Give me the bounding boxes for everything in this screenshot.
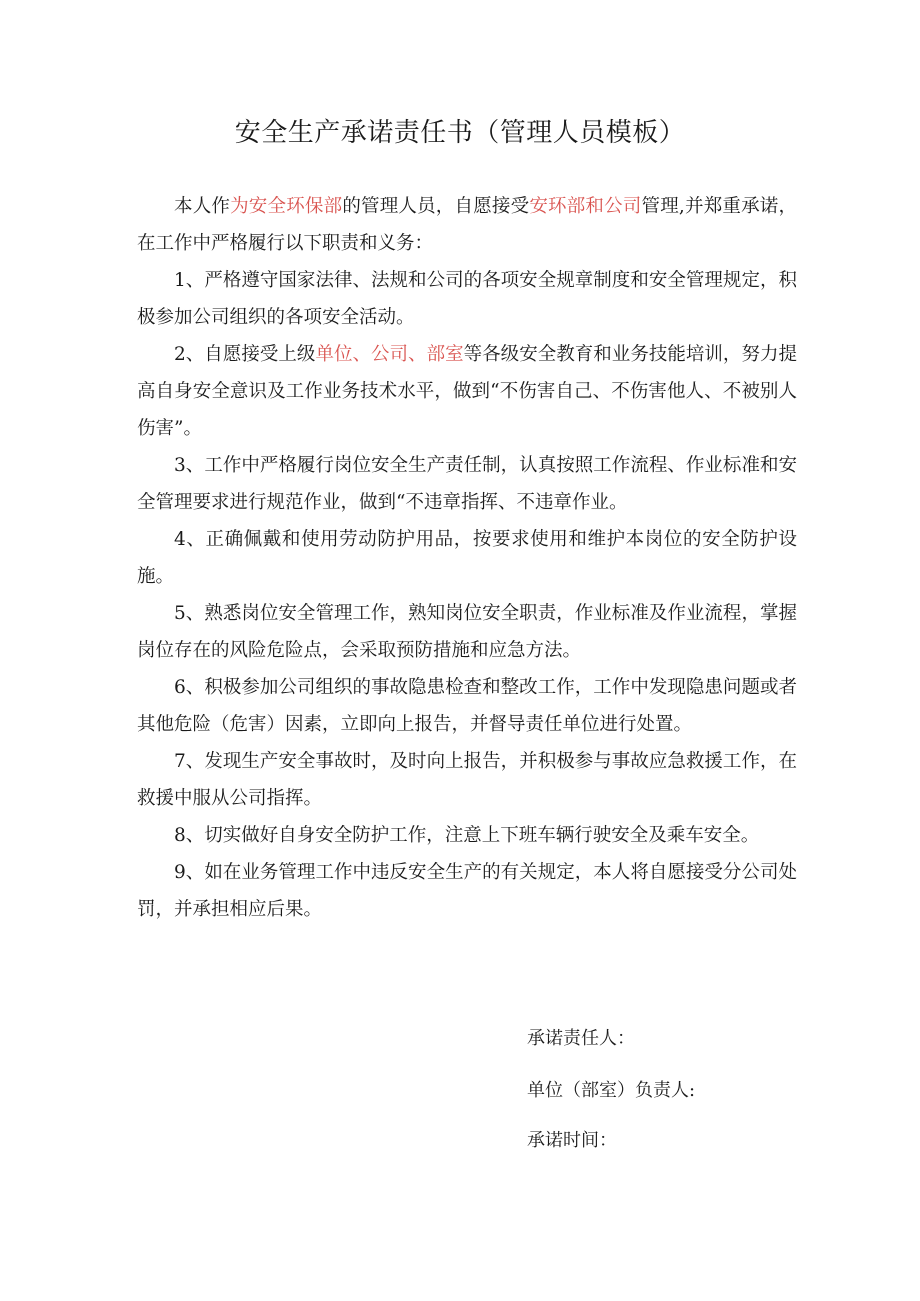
intro-text-3: 管理,并郑重承诺，在工作中严格履行以下职责和义务： (137, 196, 797, 254)
document-title: 安全生产承诺责任书（管理人员模板） (234, 118, 686, 148)
signature-promiser: 承诺责任人： (527, 1028, 635, 1049)
document-body (137, 188, 797, 928)
item-4: 4、正确佩戴和使用劳动防护用品，按要求使用和维护本岗位的安全防护设施。 (137, 529, 797, 587)
item-6: 6、积极参加公司组织的事故隐患检查和整改工作，工作中发现隐患问题或者其他危险（危害）因素，立即向上报告，并督导责任单位进行处置。 (137, 677, 797, 735)
item-5: 5、熟悉岗位安全管理工作，熟知岗位安全职责，作业标准及作业流程，掌握岗位存在的风险危险点，会采取预防措施和应急方法。 (137, 603, 797, 661)
item-1: 1、严格遵守国家法律、法规和公司的各项安全规章制度和安全管理规定，积极参加公司组织的各项安全活动。 (137, 270, 797, 328)
item-7: 7、发现生产安全事故时，及时向上报告，并积极参与事故应急救援工作，在救援中服从公司指挥。 (137, 751, 797, 809)
signature-unit-head: 单位（部室）负责人: (527, 1080, 696, 1101)
item-2 (137, 336, 797, 447)
item-2-text-1: 2、自愿接受上级 (174, 344, 316, 365)
item-3: 3、工作中严格履行岗位安全生产责任制，认真按照工作流程、作业标准和安全管理要求进行规范作业，做到“不违章指挥、不违章作业。 (137, 455, 797, 513)
item-2-text-2: 等各级安全教育和业务技能培训，努力提高自身安全意识及工作业务技术水平，做到“不伤害自己、不伤害他人、不被别人伤害”。 (137, 344, 797, 439)
intro-highlight-department: 为安全环保部 (230, 196, 343, 217)
intro-text-1: 本人作 (174, 196, 231, 217)
intro-text-2: 的管理人员，自愿接受 (342, 196, 530, 217)
item-2-highlight-units: 单位、公司、部室 (315, 344, 464, 365)
item-9: 9、如在业务管理工作中违反安全生产的有关规定，本人将自愿接受分公司处罚，并承担相应后果。 (137, 862, 797, 920)
signature-time: 承诺时间： (527, 1130, 617, 1151)
intro-highlight-authority: 安环部和公司 (529, 196, 642, 217)
item-8: 8、切实做好自身安全防护工作，注意上下班车辆行驶安全及乘车安全。 (174, 825, 760, 846)
intro-paragraph (137, 188, 797, 262)
